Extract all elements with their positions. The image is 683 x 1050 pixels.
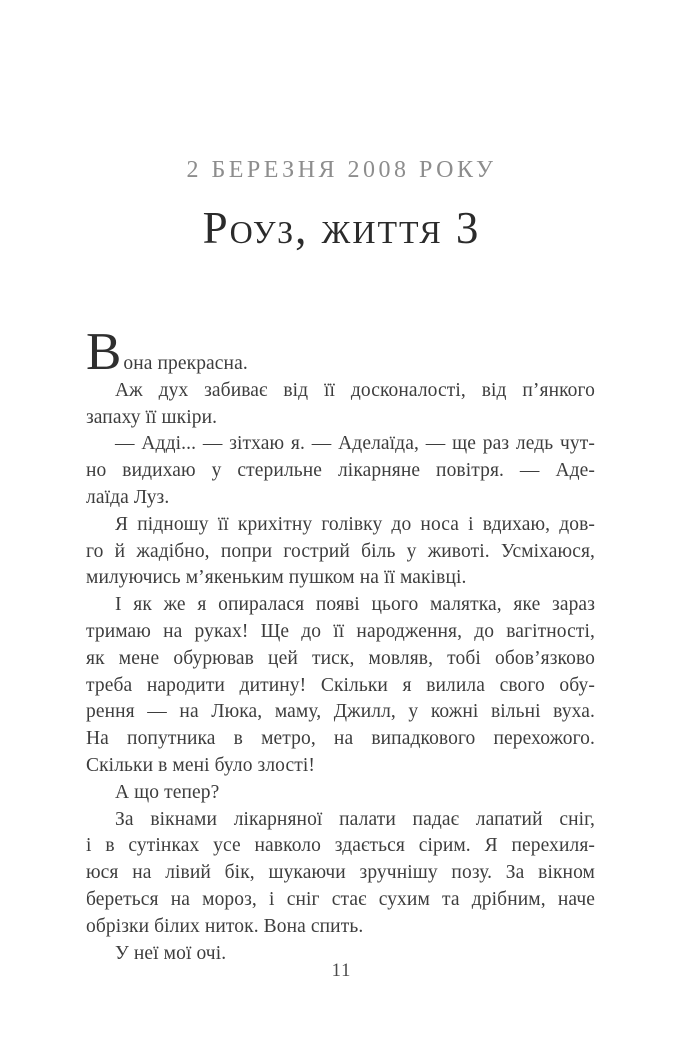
- text-line: і в сутінках усе навколо здається сірим. Я перехиля-: [86, 835, 595, 857]
- text-line: запаху її шкіри.: [86, 406, 218, 428]
- text-line: го й жадібно, попри гострий біль у животі. Усміхаюся,: [86, 540, 595, 562]
- text-line: Скільки в мені було злості!: [86, 754, 315, 776]
- text-line: — Адді... — зітхаю я. — Аделаїда, — ще раз ледь чут-: [115, 433, 595, 455]
- text-line: На попутника в метро, на випадкового перехожого.: [86, 728, 595, 750]
- page-number: 11: [331, 961, 352, 981]
- text-line: А що тепер?: [115, 781, 220, 803]
- drop-cap-letter: В: [86, 323, 124, 381]
- text-line: У неї мої очі.: [115, 942, 227, 964]
- text-line: Аж дух забиває від її досконалості, від п’янкого: [115, 379, 595, 401]
- text-line: як мене обурював цей тиск, мовляв, тобі обов’язково: [86, 647, 595, 669]
- body-text: [86, 323, 595, 967]
- text-line: І як же я опиралася появі цього малятка, яке зараз: [115, 594, 595, 616]
- text-line: тримаю на руках! Ще до її народження, до вагітності,: [86, 620, 595, 642]
- text-line: Вона прекрасна.: [86, 323, 248, 381]
- text-line: но видихаю у стерильне лікарняне повітря. — Аде-: [86, 460, 595, 482]
- text-line: обрізки білих ниток. Вона спить.: [86, 915, 364, 937]
- text-line: За вікнами лікарняної палати падає лапатий сніг,: [115, 808, 595, 830]
- text-line: милуючись м’якеньким пушком на її маківці.: [86, 567, 467, 589]
- text-line: юся на лівий бік, шукаючи зручнішу позу. За вікном: [86, 862, 595, 884]
- chapter-date-heading: 2 БЕРЕЗНЯ 2008 РОКУ: [186, 157, 497, 183]
- chapter-title: Роуз, життя 3: [202, 203, 481, 253]
- text-line: треба народити дитину! Скільки я вилила свого обу-: [86, 674, 595, 696]
- text-line: Я підношу її крихітну голівку до носа і вдихаю, дов-: [115, 513, 595, 535]
- text-line: лаїда Луз.: [86, 486, 170, 508]
- text-line: рення — на Люка, маму, Джилл, у кожні вільні вуха.: [86, 701, 595, 723]
- text-line: береться на мороз, і сніг стає сухим та дрібним, наче: [86, 888, 595, 910]
